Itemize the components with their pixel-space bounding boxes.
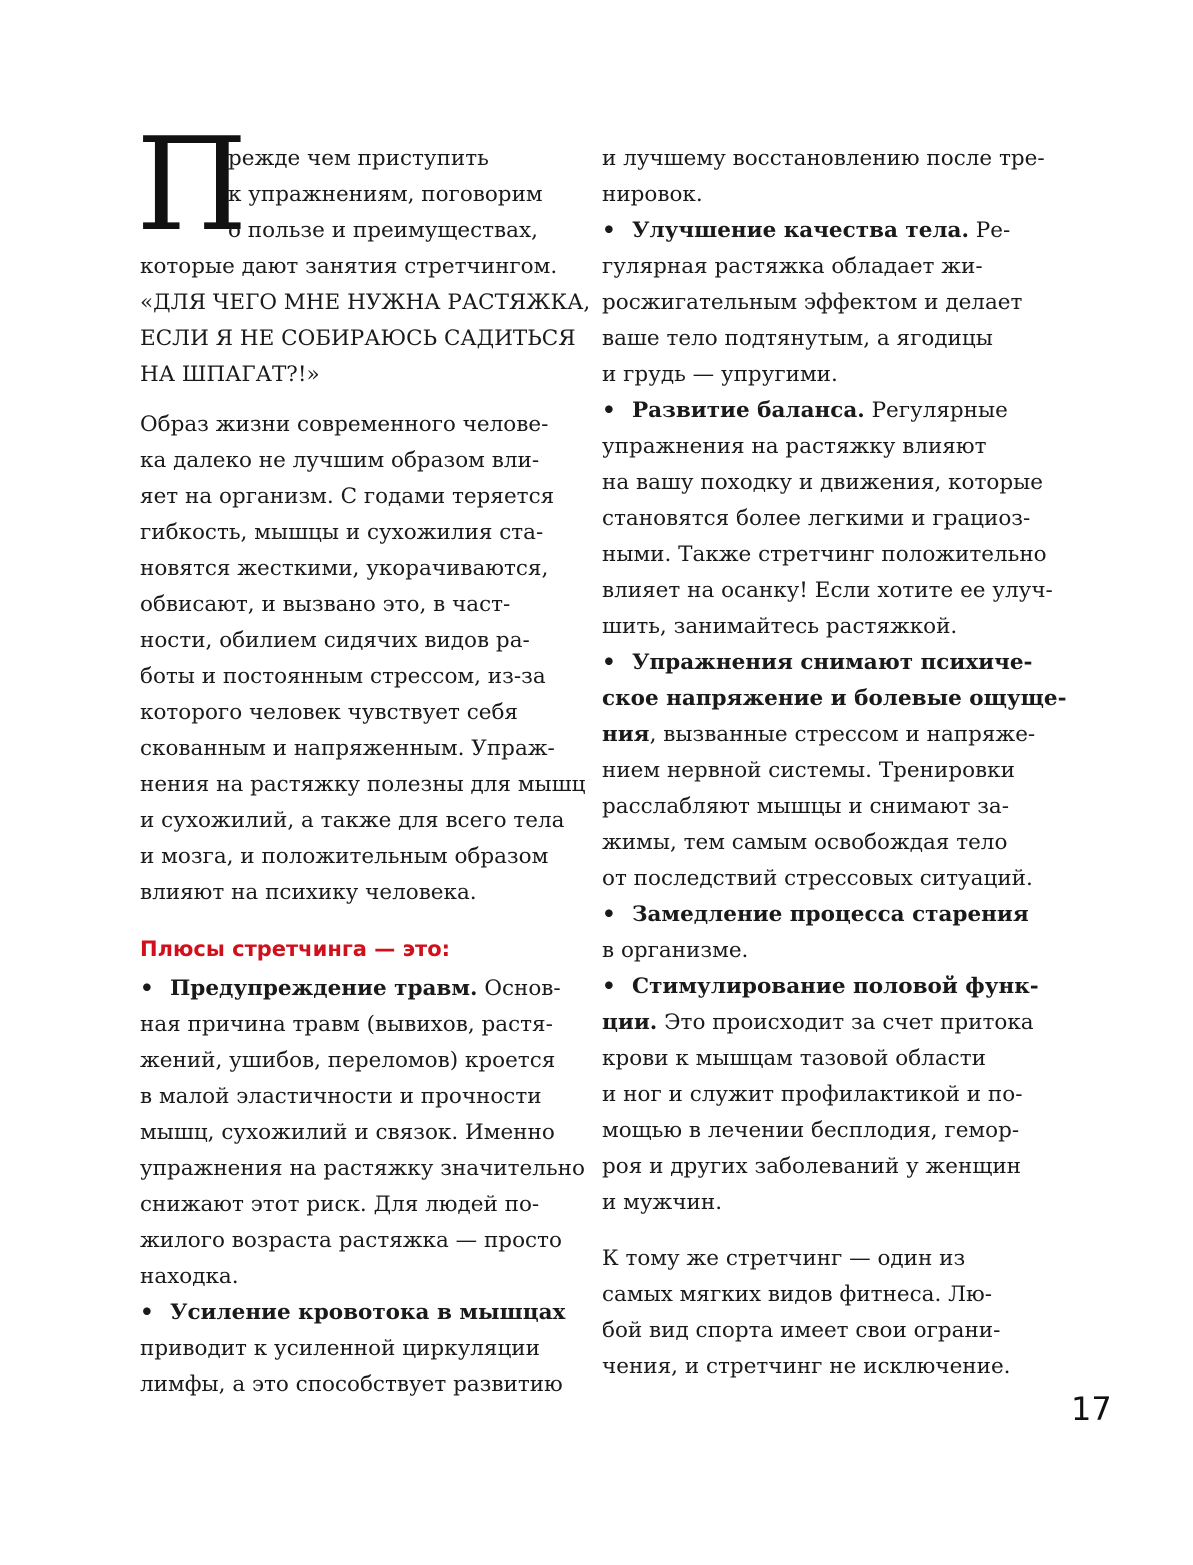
closing-paragraph xyxy=(602,1241,1032,1385)
text-line xyxy=(140,1115,580,1151)
bullet-icon: • xyxy=(602,650,616,675)
text-line: яет на организм. С годами теряется xyxy=(140,484,555,509)
text-line: бой вид спорта имеет свои ограни- xyxy=(602,1318,1001,1343)
text-line xyxy=(602,1185,1032,1221)
line-text: и мужчин. xyxy=(602,1190,723,1215)
line-text: в малой эластичности и прочности xyxy=(140,1084,542,1109)
bold-term: ское напряжение и болевые ощуще- xyxy=(602,686,1067,711)
text-line: гибкость, мышцы и сухожилия ста- xyxy=(140,520,544,545)
line-text: ная причина травм (вывихов, растя- xyxy=(140,1012,553,1037)
text-line xyxy=(140,1151,585,1187)
text-line xyxy=(602,141,1045,177)
line-text: Основ- xyxy=(477,976,561,1001)
bold-term: Упражнения снимают психиче- xyxy=(632,650,1033,675)
line-text: , вызванные стрессом и напряже- xyxy=(649,722,1036,747)
text-line: самых мягких видов фитнеса. Лю- xyxy=(602,1282,993,1307)
list-item-start xyxy=(602,897,1032,933)
line-text: нировок. xyxy=(602,182,703,207)
line-text: и ног и служит профилактикой и по- xyxy=(602,1082,1023,1107)
line-text: Регулярные xyxy=(864,398,1008,423)
line-text: расслабляют мышцы и снимают за- xyxy=(602,794,1010,819)
text-line xyxy=(140,1367,580,1403)
benefits-list-right xyxy=(602,141,1067,1221)
text-line xyxy=(602,501,1032,537)
benefits-list-left xyxy=(140,971,585,1403)
line-text: лимфы, а это способствует развитию xyxy=(140,1372,563,1397)
line-text: приводит к усиленной циркуляции xyxy=(140,1336,540,1361)
bold-term: ции. xyxy=(602,1010,658,1035)
text-line xyxy=(602,609,1032,645)
text-line: скованным и напряженным. Упраж- xyxy=(140,736,555,761)
text-line xyxy=(140,1331,580,1367)
line-text: и лучшему восстановлению после тре- xyxy=(602,146,1045,171)
text-line xyxy=(602,429,1032,465)
line-text: жимы, тем самым освобождая тело xyxy=(602,830,1008,855)
text-line xyxy=(602,573,1053,609)
text-line: которые дают занятия стретчингом. xyxy=(140,254,558,279)
text-line xyxy=(602,537,1047,573)
text-line xyxy=(602,357,1032,393)
line-text: мышц, сухожилий и связок. Именно xyxy=(140,1120,555,1145)
text-line: и мозга, и положительным образом xyxy=(140,844,549,869)
text-line xyxy=(602,717,1036,753)
text-line: влияют на психику человека. xyxy=(140,880,477,905)
line-text: упражнения на растяжку значительно xyxy=(140,1156,585,1181)
text-line: чения, и стретчинг не исключение. xyxy=(602,1354,1011,1379)
text-line xyxy=(602,789,1032,825)
line-text: в организме. xyxy=(602,938,749,963)
text-line xyxy=(140,1187,580,1223)
list-item-start xyxy=(602,393,1032,429)
left-column xyxy=(140,141,591,1403)
line-text: мощью в лечении бесплодия, гемор- xyxy=(602,1118,1020,1143)
text-line: обвисают, и вызвано это, в част- xyxy=(140,592,511,617)
line-text: нием нервной системы. Тренировки xyxy=(602,758,1015,783)
text-line: ка далеко не лучшим образом вли- xyxy=(140,448,540,473)
benefits-heading: Плюсы стретчинга — это: xyxy=(140,937,451,961)
text-line: к упражнениям, поговорим xyxy=(228,182,543,207)
line-text: жилого возраста растяжка — просто xyxy=(140,1228,562,1253)
text-line: новятся жесткими, укорачиваются, xyxy=(140,556,549,581)
text-line xyxy=(602,681,1067,717)
line-text: гулярная растяжка обладает жи- xyxy=(602,254,983,279)
text-line xyxy=(602,249,1032,285)
text-line: ЕСЛИ Я НЕ СОБИРАЮСЬ САДИТЬСЯ xyxy=(140,326,576,351)
text-line xyxy=(602,1113,1032,1149)
line-text: Это происходит за счет притока xyxy=(657,1010,1034,1035)
lifestyle-paragraph xyxy=(140,407,586,911)
text-line: о пользе и преимуществах, xyxy=(228,218,538,243)
page-number: 17 xyxy=(1071,1390,1112,1428)
line-text: роя и других заболеваний у женщин xyxy=(602,1154,1021,1179)
line-text: Ре- xyxy=(968,218,1011,243)
text-line: К тому же стретчинг — один из xyxy=(602,1246,966,1271)
text-line: и сухожилий, а также для всего тела xyxy=(140,808,565,833)
bullet-icon: • xyxy=(602,974,616,999)
text-line: которого человек чувствует себя xyxy=(140,700,518,725)
text-line: нения на растяжку полезны для мышц xyxy=(140,772,586,797)
text-line xyxy=(140,1259,580,1295)
text-line xyxy=(602,465,1043,501)
list-item-start xyxy=(140,971,580,1007)
line-text: упражнения на растяжку влияют xyxy=(602,434,987,459)
line-text: влияет на осанку! Если хотите ее улуч- xyxy=(602,578,1053,603)
line-text: жений, ушибов, переломов) кроется xyxy=(140,1048,556,1073)
text-line xyxy=(602,1005,1032,1041)
list-item-start xyxy=(602,969,1039,1005)
intro-paragraph xyxy=(140,141,591,393)
text-line xyxy=(602,177,1032,213)
line-text: росжигательным эффектом и делает xyxy=(602,290,1023,315)
bold-term: Предупреждение травм. xyxy=(170,976,478,1001)
text-line xyxy=(140,1007,580,1043)
line-text: находка. xyxy=(140,1264,239,1289)
line-text: и грудь — упругими. xyxy=(602,362,838,387)
text-line xyxy=(602,285,1032,321)
text-line xyxy=(602,933,1032,969)
text-line xyxy=(140,1043,580,1079)
text-line xyxy=(140,1079,580,1115)
bullet-icon: • xyxy=(140,976,154,1001)
text-line xyxy=(602,861,1032,897)
text-line xyxy=(602,1149,1032,1185)
text-line: Образ жизни современного челове- xyxy=(140,412,549,437)
list-item-start xyxy=(602,645,1032,681)
bullet-icon: • xyxy=(602,218,616,243)
text-line xyxy=(602,321,1032,357)
line-text: от последствий стрессовых ситуаций. xyxy=(602,866,1033,891)
line-text: снижают этот риск. Для людей по- xyxy=(140,1192,540,1217)
line-text: ными. Также стретчинг положительно xyxy=(602,542,1047,567)
bold-term: Улучшение качества тела. xyxy=(632,218,969,243)
right-column xyxy=(602,141,1067,1385)
line-text: на вашу походку и движения, которые xyxy=(602,470,1043,495)
bullet-icon: • xyxy=(602,902,616,927)
bullet-icon: • xyxy=(140,1300,154,1325)
list-item-start xyxy=(602,213,1032,249)
text-line xyxy=(602,825,1032,861)
line-text: крови к мышцам тазовой области xyxy=(602,1046,986,1071)
bold-term: Замедление процесса старения xyxy=(632,902,1029,927)
bullet-icon: • xyxy=(602,398,616,423)
text-line xyxy=(602,753,1032,789)
bold-term: Развитие баланса. xyxy=(632,398,865,423)
bold-term: Усиление кровотока в мышцах xyxy=(170,1300,566,1325)
text-line: ности, обилием сидячих видов ра- xyxy=(140,628,530,653)
text-line xyxy=(140,1223,580,1259)
text-line xyxy=(602,1041,1032,1077)
bold-term: ния xyxy=(602,722,650,747)
list-item-start xyxy=(140,1295,580,1331)
bold-term: Стимулирование половой функ- xyxy=(632,974,1039,999)
text-line: боты и постоянным стрессом, из-за xyxy=(140,664,546,689)
text-line: НА ШПАГАТ?!» xyxy=(140,362,320,387)
line-text: ваше тело подтянутым, а ягодицы xyxy=(602,326,993,351)
text-line xyxy=(602,1077,1032,1113)
drop-cap-letter: П xyxy=(136,111,248,260)
line-text: шить, занимайтесь растяжкой. xyxy=(602,614,958,639)
line-text: становятся более легкими и грациоз- xyxy=(602,506,1031,531)
text-line: режде чем приступить xyxy=(228,146,489,171)
text-line: «ДЛЯ ЧЕГО МНЕ НУЖНА РАСТЯЖКА, xyxy=(140,290,591,315)
